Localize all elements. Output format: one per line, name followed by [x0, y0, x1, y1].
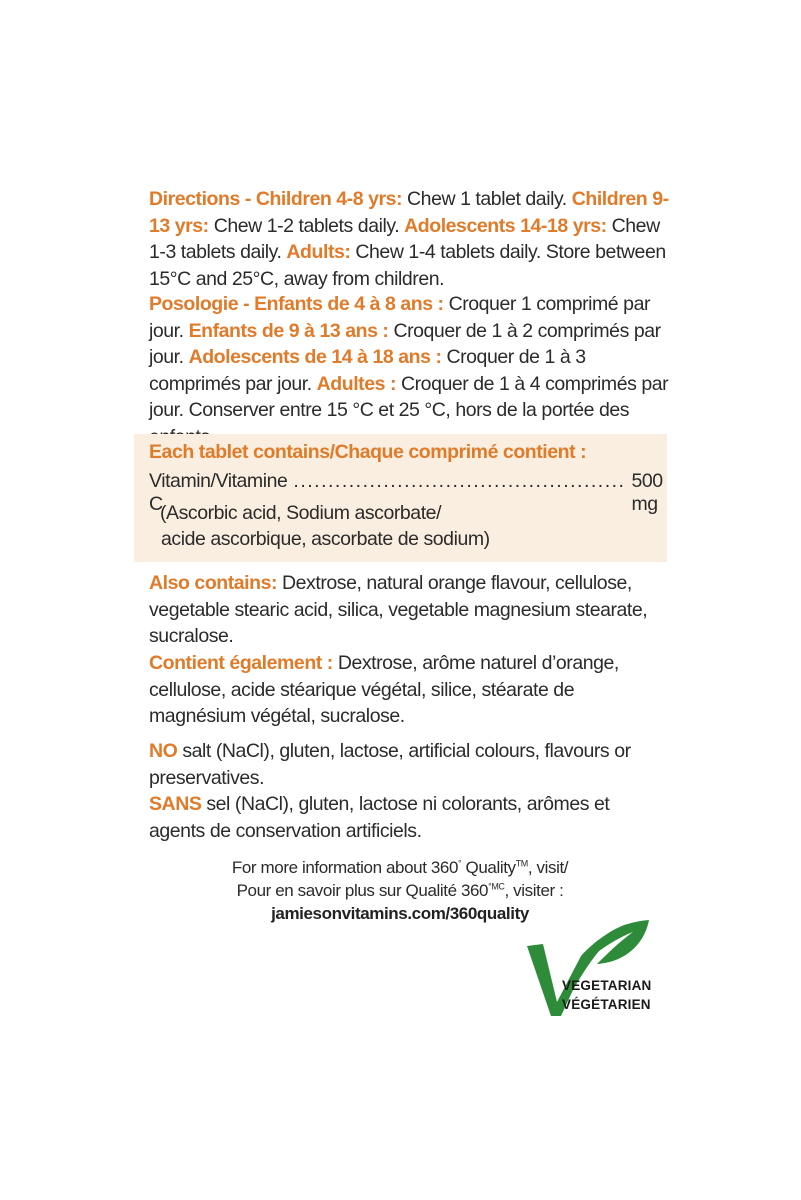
posologie-heading-adultes: Adultes :: [316, 372, 397, 395]
free-from-french: [149, 791, 669, 844]
vegetarian-label-english: VEGETARIAN: [562, 978, 652, 993]
no-text: salt (NaCl), gluten, lactose, artificial colours, flavours or preservatives.: [149, 740, 631, 789]
sans-heading: SANS: [149, 793, 202, 815]
posologie-text-1: Croquer 1 comprimé par jour.: [149, 293, 651, 342]
ingredient-name: Vitamin/Vitamine C: [149, 470, 288, 515]
posologie-text-3: Croquer de 1 à 3 comprimés par jour.: [149, 346, 586, 395]
posologie-text-4: Croquer de 1 à 4 comprimés par jour. Conserver entre 15 °C et 25 °C, hors de la portée des: [149, 372, 669, 421]
directions-text-3: Chew 1-3 tablets daily.: [149, 214, 660, 263]
ingredients-title: Each tablet contains/Chaque comprimé contient :: [149, 441, 587, 463]
ingredient-leader-dots: ................................................: [293, 470, 626, 492]
quality-info-french: Pour en savoir plus sur Qualité $360^{^\circ MC}$, visiter :: [236, 881, 564, 900]
ingredient-amount: 500 mg: [631, 470, 663, 515]
directions-text-2: Chew 1-2 tablets daily.: [208, 214, 405, 237]
no-heading: NO: [149, 740, 178, 762]
posologie-heading-adolescents: Adolescents de 14 à 18 ans :: [188, 346, 442, 368]
contient-text: Dextrose, arôme naturel d’orange, cellulose, acide stéarique végétal, silice, stéarate de magnésium végétal, sucralose.: [149, 652, 619, 727]
ingredient-source-line-2: acide ascorbique, ascorbate de sodium): [161, 528, 490, 550]
directions-text-4: Chew 1-4 tablets daily. Store between 15°C and 25°C, away from children.: [149, 241, 666, 290]
quality-info: [200, 856, 600, 925]
contient-heading: Contient également :: [149, 652, 333, 674]
free-from-english: [149, 738, 669, 791]
posologie-heading-enfants-9-13: Enfants de 9 à 13 ans :: [188, 319, 389, 342]
directions-heading-children-4-8: Directions - Children 4-8 yrs:: [149, 188, 403, 210]
posologie-heading-enfants-4-8: Posologie - Enfants de 4 à 8 ans :: [149, 293, 444, 315]
sans-text: sel (NaCl), gluten, lactose ni colorants, arômes et agents de conservation artificiels.: [149, 793, 610, 842]
directions-heading-children-9-13: Children 9-13 yrs:: [149, 188, 669, 237]
vegetarian-label: [562, 976, 652, 1014]
also-contains-text: Dextrose, natural orange flavour, cellulose, vegetable stearic acid, silica, vegetable magnesium stearate, sucralose.: [149, 572, 648, 647]
ingredients-panel: [134, 434, 667, 562]
also-contains-heading: Also contains:: [149, 572, 278, 594]
also-contains-french: [149, 650, 669, 730]
vegetarian-label-french: VÉGÉTARIEN: [562, 997, 651, 1012]
directions-english: [149, 186, 669, 292]
directions-heading-adults: Adults:: [286, 241, 351, 263]
quality-url: jamiesonvitamins.com/360quality: [271, 904, 529, 923]
directions-text-1: Chew 1 tablet daily.: [402, 188, 572, 210]
ingredient-source: [160, 500, 490, 552]
directions-heading-adolescents: Adolescents 14-18 yrs:: [404, 214, 607, 237]
quality-info-english: For more information about 360° Quality™, visit/: [231, 858, 569, 877]
also-contains-english: [149, 570, 669, 650]
directions-french: [149, 291, 669, 450]
posologie-text-2: Croquer de 1 à 2 comprimés par jour.: [149, 319, 661, 368]
ingredient-source-line-1: (Ascorbic acid, Sodium ascorbate/: [160, 502, 442, 524]
